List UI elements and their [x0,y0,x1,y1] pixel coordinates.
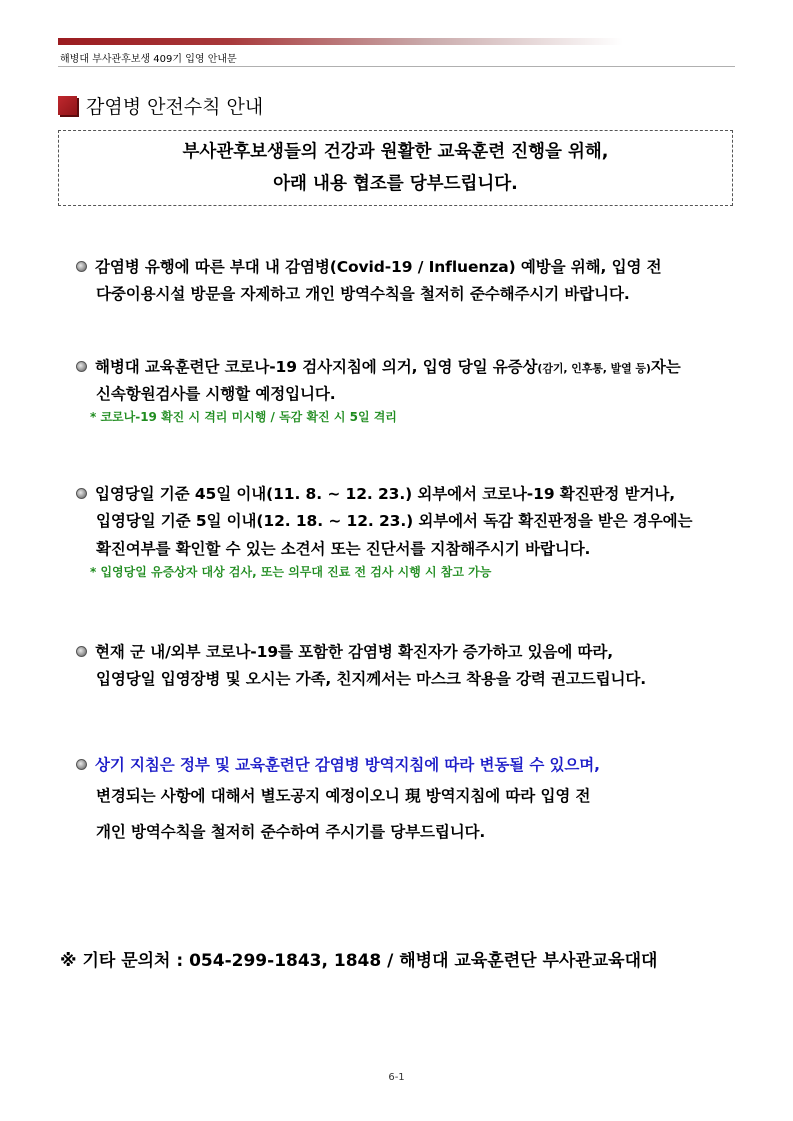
item-text: 감염병 유행에 따른 부대 내 감염병(Covid-19 / Influenza) 예방을 위해, 입영 전 [95,258,662,276]
guideline-item-1 [76,252,738,308]
item-text: 해병대 교육훈련단 코로나-19 검사지침에 의거, 입영 당일 유증상(감기, 인후통, 발열 등)자는 [95,358,681,376]
item-text: 다중이용시설 방문을 자제하고 개인 방역수칙을 철저히 준수해주시기 바랍니다. [96,285,630,303]
item-text: 변경되는 사항에 대해서 별도공지 예정이오니 現 방역지침에 따라 입영 전 [96,787,591,805]
notice-line-2: 아래 내용 협조를 당부드립니다. [273,174,518,194]
bullet-circle-icon [76,646,87,657]
item-note: * 입영당일 유증상자 대상 검사, 또는 의무대 진료 전 검사 시행 시 참고 가능 [90,565,492,579]
item-text: 확진여부를 확인할 수 있는 소견서 또는 진단서를 지참해주시기 바랍니다. [96,540,591,558]
guideline-item-2 [76,352,738,426]
notice-box [58,130,733,206]
guideline-item-5 [76,750,738,850]
bullet-circle-icon [76,488,87,499]
guideline-item-4 [76,637,738,693]
item-text: 현재 군 내/외부 코로나-19를 포함한 감염병 확진자가 증가하고 있음에 따라, [95,643,614,661]
bullet-circle-icon [76,261,87,272]
guideline-item-3 [76,479,738,581]
item-text: 신속항원검사를 시행할 예정입니다. [96,385,336,403]
symptom-examples: (감기, 인후통, 발열 등) [537,362,651,375]
header-divider [58,66,735,67]
red-square-icon [58,96,77,115]
section-title: 감염병 안전수칙 안내 [86,95,264,118]
section-heading [58,91,263,119]
item-text-highlight: 상기 지침은 정부 및 교육훈련단 감염병 방역지침에 따라 변동될 수 있으며, [95,756,600,774]
item-note: * 코로나-19 확진 시 격리 미시행 / 독감 확진 시 5일 격리 [90,410,397,424]
notice-line-1: 부사관후보생들의 건강과 원활한 교육훈련 진행을 위해, [182,142,609,162]
item-text: 입영당일 입영장병 및 오시는 가족, 친지께서는 마스크 착용을 강력 권고드립니다. [96,670,647,688]
item-text: 입영당일 기준 5일 이내(12. 18. ~ 12. 23.) 외부에서 독감 확진판정을 받은 경우에는 [96,512,693,530]
bullet-circle-icon [76,759,87,770]
page-number: 6-1 [388,1072,405,1083]
header-accent-bar [58,38,623,45]
item-text: 개인 방역수칙을 철저히 준수하여 주시기를 당부드립니다. [96,823,486,841]
contact-info: ※ 기타 문의처 : 054-299-1843, 1848 / 해병대 교육훈련단 부사관교육대대 [60,951,658,971]
bullet-circle-icon [76,361,87,372]
item-text: 입영당일 기준 45일 이내(11. 8. ~ 12. 23.) 외부에서 코로나-19 확진판정 받거나, [95,485,676,503]
document-header-title: 해병대 부사관후보생 409기 입영 안내문 [60,54,237,65]
